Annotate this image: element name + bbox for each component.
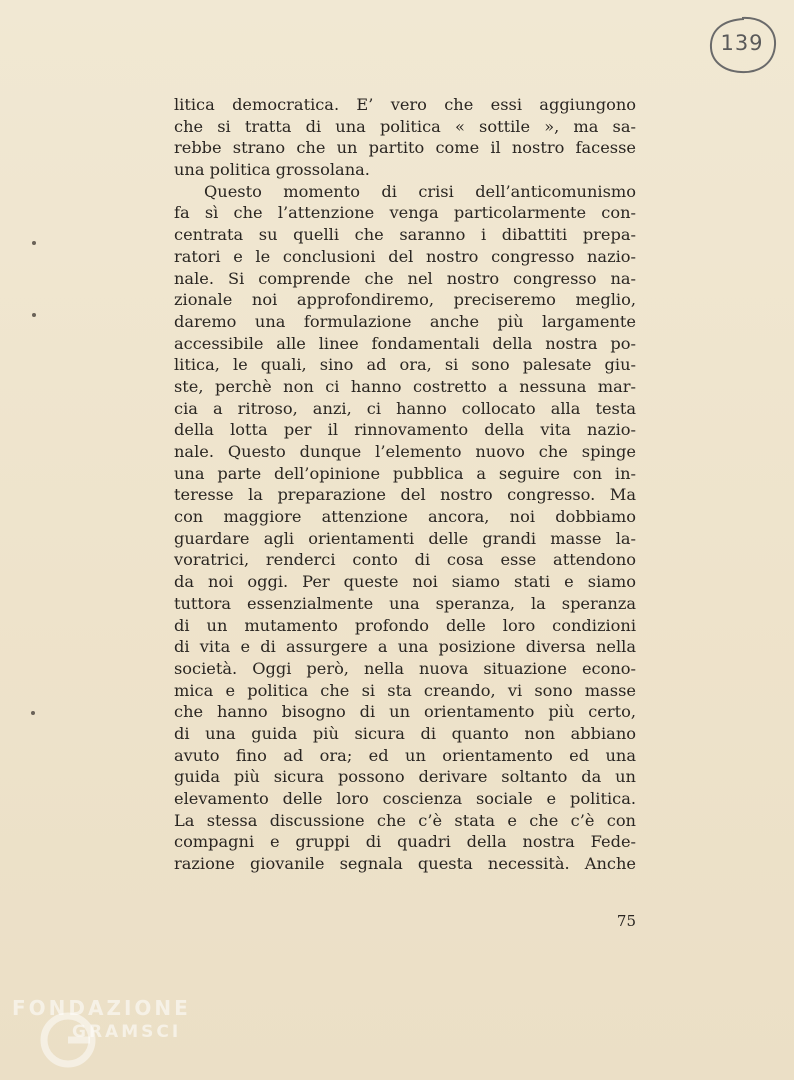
text-line: che hanno bisogno di un orientamento più certo, [174,702,636,722]
text-line: mica e politica che si sta creando, vi sono masse [174,680,636,700]
text-line: litica, le quali, sino ad ora, si sono palesate giu- [174,355,636,375]
text-line: compagni e gruppi di quadri della nostra Fede- [174,832,636,852]
text-line: con maggiore attenzione ancora, noi dobbiamo [174,507,636,527]
text-line: teresse la preparazione del nostro congresso. Ma [174,485,636,505]
margin-mark [32,241,36,245]
text-line: una politica grossolana. [174,160,370,180]
text-line: guardare agli orientamenti delle grandi masse la- [174,528,636,548]
text-line: razione giovanile segnala questa necessità. Anche [174,854,636,874]
text-line: da noi oggi. Per queste noi siamo stati e siamo [174,572,636,592]
archive-number: 139 [720,31,764,55]
text-line: zionale noi approfondiremo, preciseremo meglio, [174,290,636,310]
page-number: 75 [616,912,636,930]
text-line: daremo una formulazione anche più largamente [174,311,636,331]
text-line: di una guida più sicura di quanto non abbiano [174,723,636,743]
text-line: che si tratta di una politica « sottile », ma sa- [174,116,636,136]
watermark-line-2: GRAMSCI [72,1022,182,1042]
text-line: una parte dell’opinione pubblica a seguire con in- [174,463,636,483]
text-line: cia a ritroso, anzi, ci hanno collocato alla testa [174,398,636,418]
text-line: rebbe strano che un partito come il nostro facesse [174,138,636,158]
text-line: società. Oggi però, nella nuova situazione econo- [174,658,636,678]
fondazione-gramsci-watermark [8,992,208,1072]
margin-mark [31,711,35,715]
body-text [174,94,636,875]
watermark-line-1: FONDAZIONE [12,996,191,1020]
text-line: ste, perchè non ci hanno costretto a nessuna mar- [174,376,636,396]
text-line: fa sì che l’attenzione venga particolarmente con- [174,203,636,223]
text-line: ratori e le conclusioni del nostro congresso nazio- [174,246,636,266]
text-line: accessibile alle linee fondamentali della nostra po- [174,333,636,353]
text-line: tuttora essenzialmente una speranza, la speranza [174,593,636,613]
text-line: avuto fino ad ora; ed un orientamento ed una [174,745,636,765]
paragraph-start: Questo momento di crisi dell’anticomunismo [204,181,636,201]
text-line: elevamento delle loro coscienza sociale e politica. [174,789,636,808]
text-line: centrata su quelli che saranno i dibattiti prepa- [174,225,636,245]
text-line: guida più sicura possono derivare soltanto da un [174,767,636,787]
text-line: voratrici, renderci conto di cosa esse attendono [174,550,636,570]
margin-mark [32,313,36,317]
text-line: nale. Si comprende che nel nostro congresso na- [174,268,636,288]
archive-number-stamp [706,14,778,76]
text-line: litica democratica. E’ vero che essi aggiungono [174,95,636,114]
text-line: La stessa discussione che c’è stata e che c’è con [174,810,636,830]
text-line: nale. Questo dunque l’elemento nuovo che spinge [174,442,636,461]
text-line: di vita e di assurgere a una posizione diversa nella [174,637,636,657]
text-line: della lotta per il rinnovamento della vita nazio- [174,420,636,440]
text-line: di un mutamento profondo delle loro condizioni [174,615,636,635]
